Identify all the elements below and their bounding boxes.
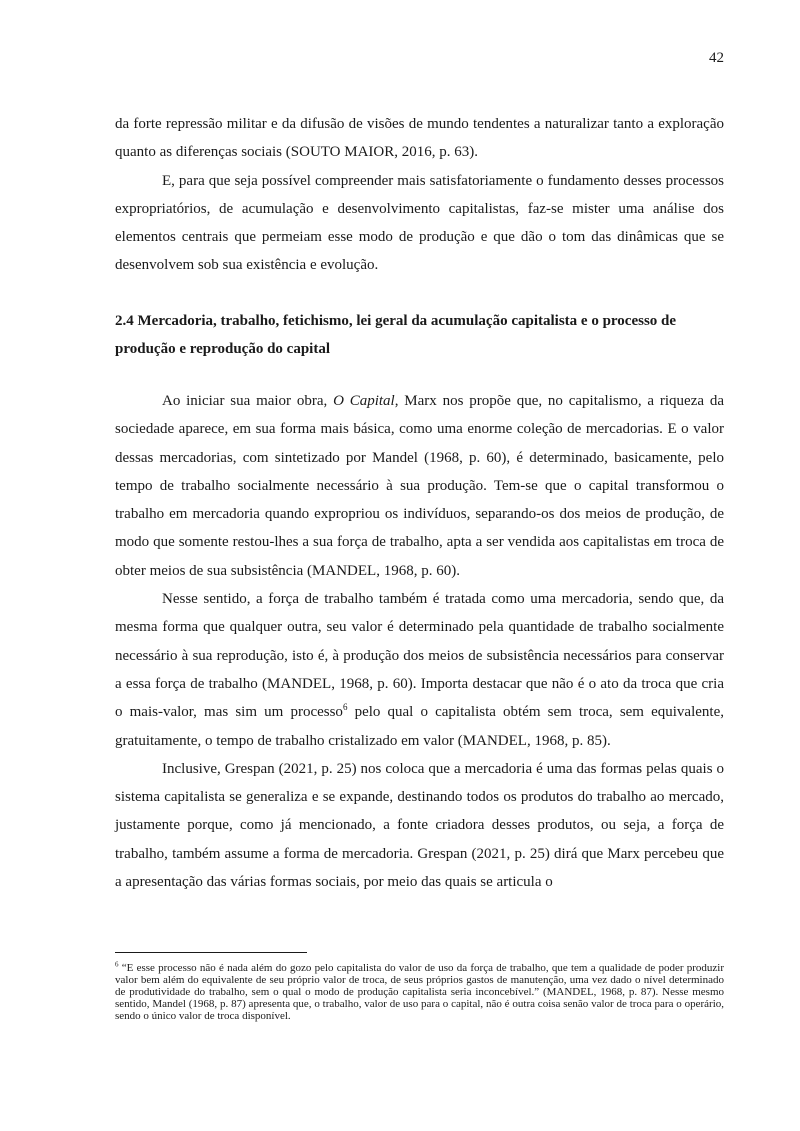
text-run: Ao iniciar sua maior obra, [162, 393, 334, 409]
footnote [115, 962, 724, 1022]
section-heading: 2.4 Mercadoria, trabalho, fetichismo, lei geral da acumulação capitalista e o processo de produção e reprodução do capital [115, 313, 677, 358]
footnote-reference[interactable]: 6 [342, 702, 348, 713]
paragraph-continued: da forte repressão militar e da difusão de visões de mundo tendentes a naturalizar tanto a exploração quanto as diferenças sociais (SOUTO MAIOR, 2016, p. 63). [115, 116, 724, 161]
footnote-separator [115, 952, 307, 953]
book-title: O Capital [333, 393, 395, 409]
text-run: Nesse sentido, a força de trabalho também é tratada como uma mercadoria, sendo que, da mesma forma que qualquer outra, seu valor é determinado pela quantidade de trabalho socialmente necessário à sua reprodução, isto é, à produção dos meios de subsistência necessários para conservar a essa força de trabalho (MANDEL, 1968, p. 60). Importa destacar que não é o ato da troca que cria o mais-valor, mas sim um processo [115, 591, 724, 721]
footnote-text: “E esse processo não é nada além do gozo pelo capitalista do valor de uso da força de trabalho, que tem a qualidade de poder produzir valor bem além do equivalente de seu próprio valor de troca, de seus próprios gastos de manutenção, uma vez dado o nível determinado de produtividade do trabalho, sem o qual o modo de produção capitalista seria inconcebível.” (MANDEL, 1968, p. 87). Nesse mesmo sentido, Mandel (1968, p. 87) apresenta que, o trabalho, valor de uso para o capital, não é outra coisa senão valor de troca para o operário, sendo o único valor de troca disponível. [115, 962, 724, 1022]
page-number: 42 [709, 50, 724, 66]
section-body [115, 387, 724, 896]
paragraph: E, para que seja possível compreender mais satisfatoriamente o fundamento desses processos expropriatórios, de acumulação e desenvolvimento capitalistas, faz-se mister uma análise dos elementos centrais que permeiam esse modo de produção e que dão o tom das dinâmicas que se desenvolvem sob sua existência e evolução. [115, 172, 724, 274]
footnote-marker: 6 [115, 960, 119, 969]
paragraph [115, 585, 724, 755]
text-run: pelo qual o capitalista obtém sem troca, sem equivalente, gratuitamente, o tempo de trabalho cristalizado em valor (MANDEL, 1968, p. 85). [115, 704, 724, 749]
paragraph: Inclusive, Grespan (2021, p. 25) nos coloca que a mercadoria é uma das formas pelas quais o sistema capitalista se generaliza e se expande, destinando todos os produtos do trabalho ao mercado, justamente porque, como já mencionado, a fonte criadora desses produtos, ou seja, a força de trabalho, também assume a forma de mercadoria. Grespan (2021, p. 25) dirá que Marx percebeu que a apresentação das várias formas sociais, por meio das quais se articula o [115, 760, 724, 891]
paragraph [115, 387, 724, 585]
body-text-continuation [115, 110, 724, 280]
text-run: , Marx nos propõe que, no capitalismo, a riqueza da sociedade aparece, em sua forma mais básica, como uma enorme coleção de mercadorias. E o valor dessas mercadorias, com sintetizado por Mandel (1968, p. 60), é determinado, basicamente, pelo tempo de trabalho socialmente necessário à sua produção. Tem-se que o capital transformou o trabalho em mercadoria quando expropriou os indivíduos, separando-os dos meios de produção, de modo que somente restou-lhes a sua força de trabalho, apta a ser vendida aos capitalistas em troca de obter meios de sua subsistência (MANDEL, 1968, p. 60). [115, 393, 724, 579]
